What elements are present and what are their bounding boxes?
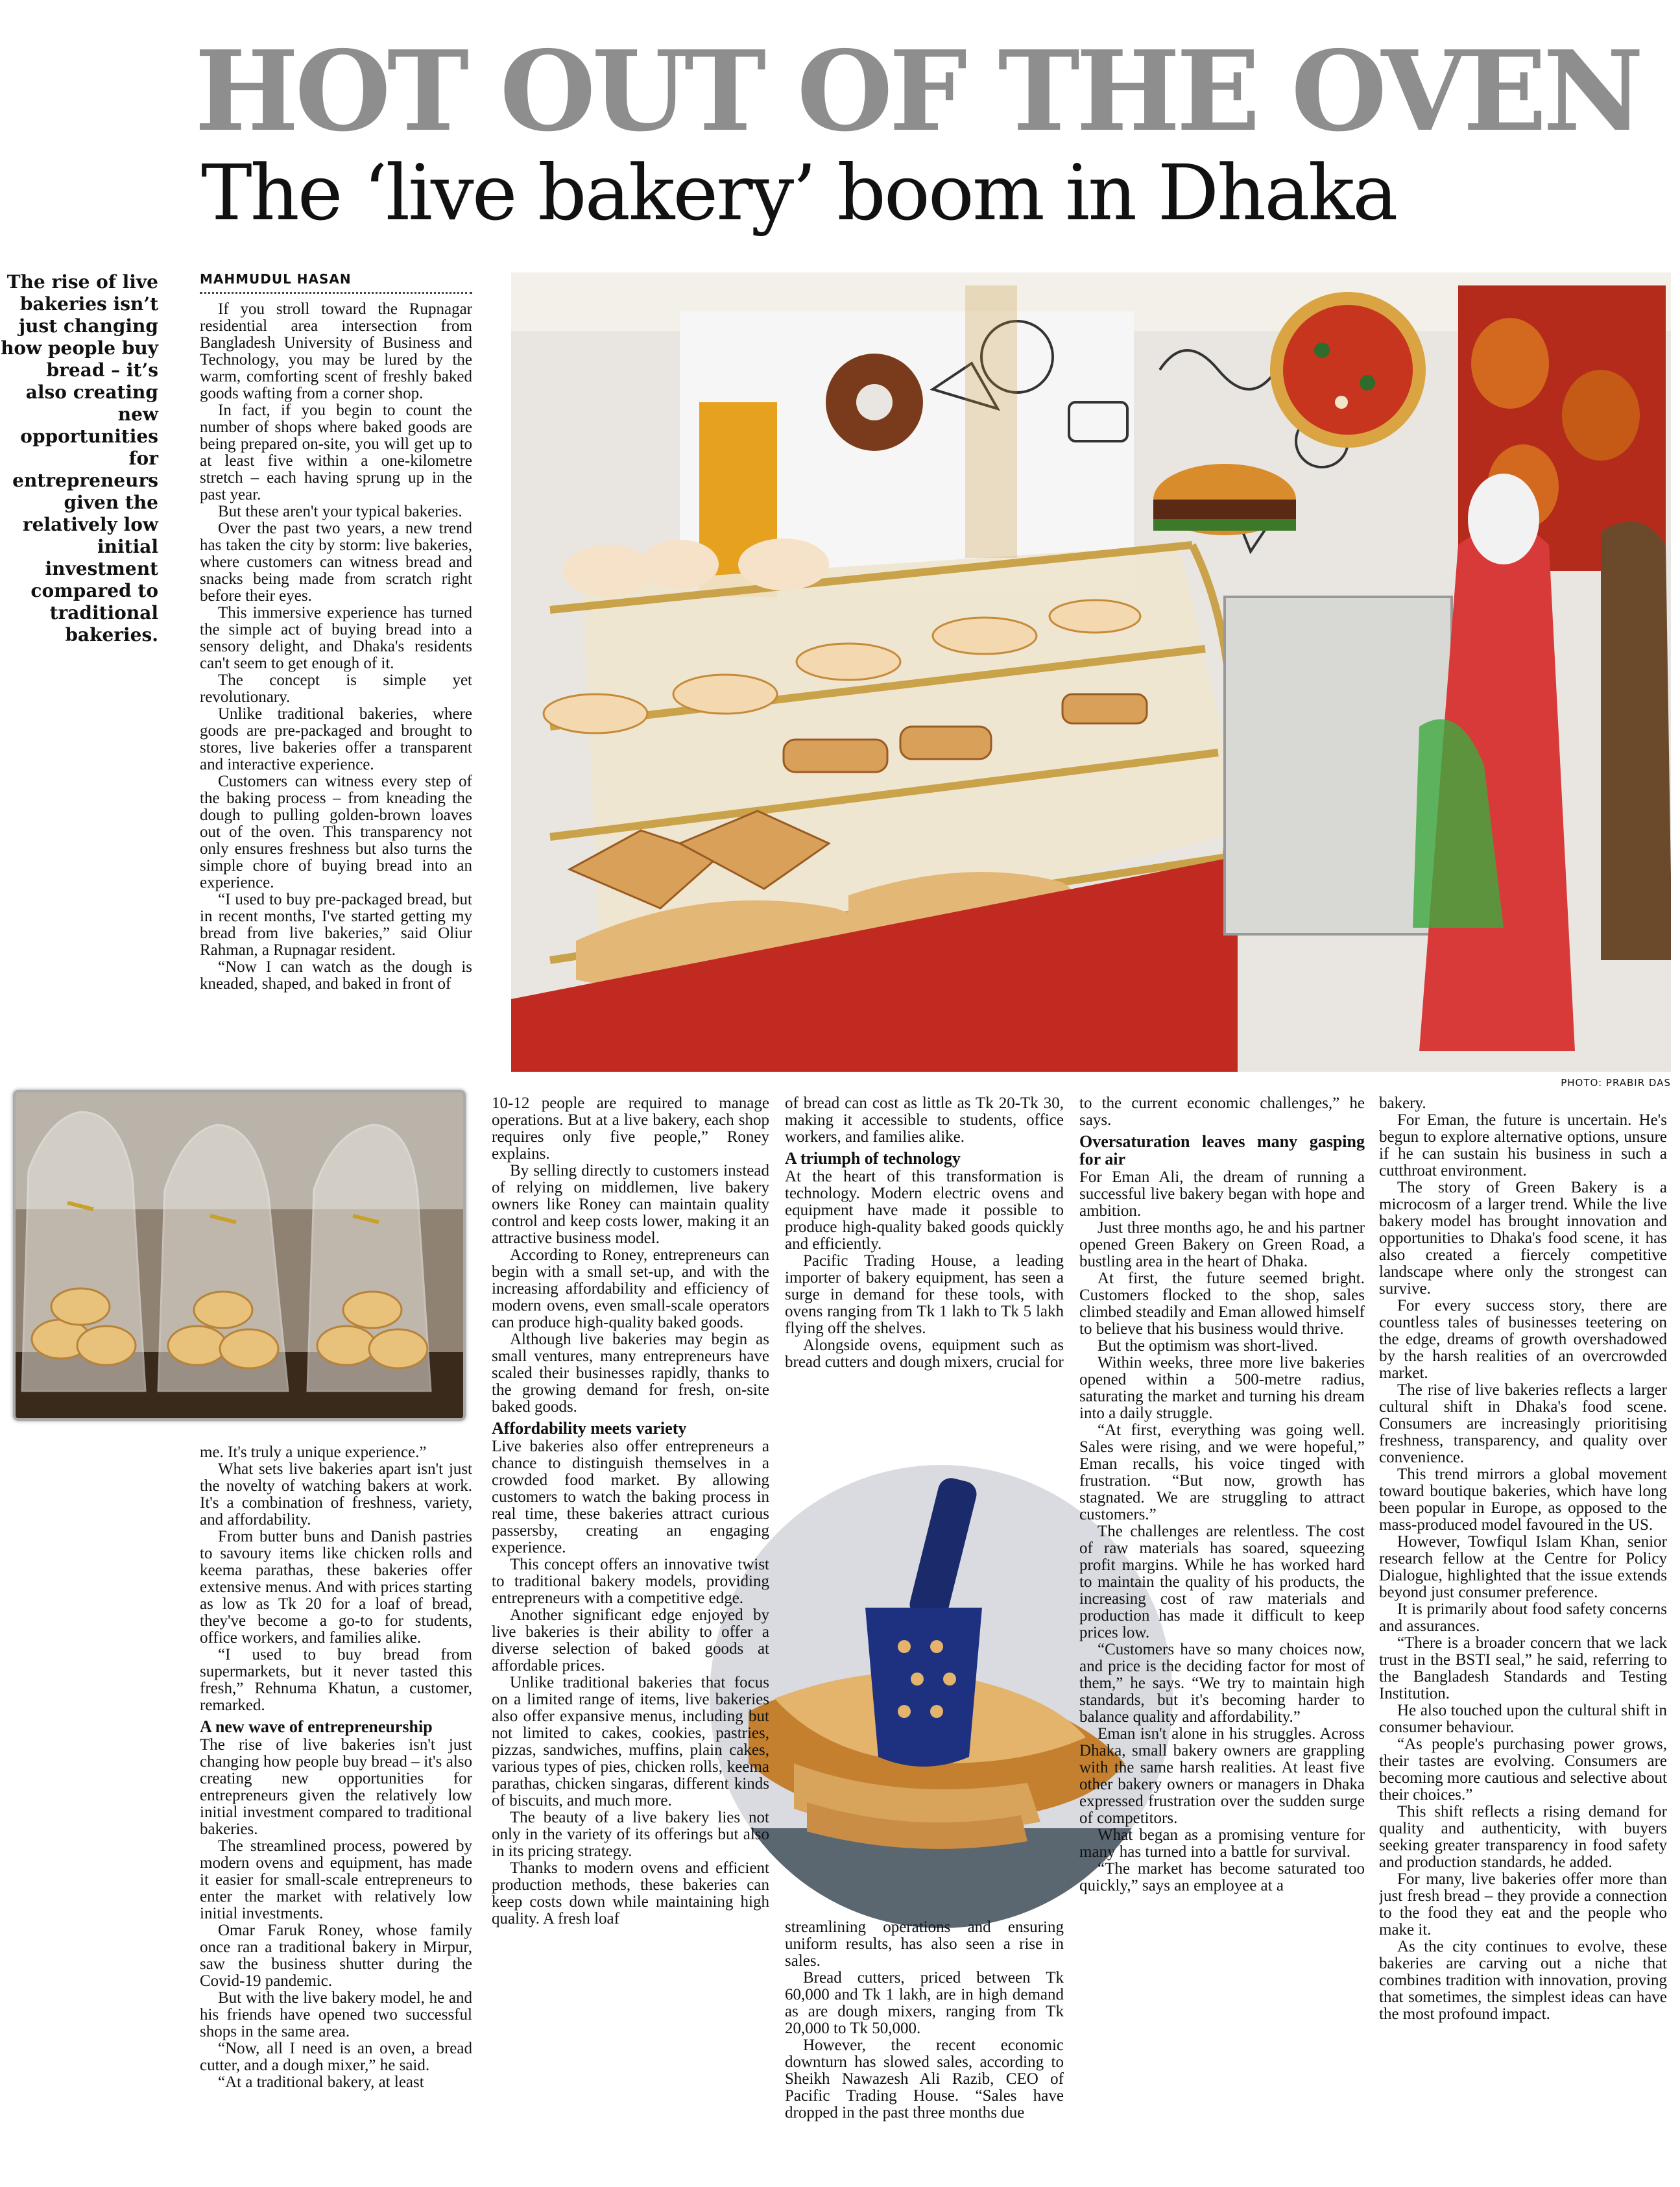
article-paragraph: What sets live bakeries apart isn't just the novelty of watching bakers at work. It's a combination of freshness, variety, and affordability. — [200, 1460, 472, 1528]
article-paragraph: Unlike traditional bakeries, where goods are pre-packaged and brought to stores, live bakeries offer a transparent and interactive experience. — [200, 705, 472, 773]
article-paragraph: The story of Green Bakery is a microcosm of a larger trend. While the live bakery model has brought innovation and opportunities to Dhaka's food scene, it has also created a fiercely competitive landscape where only the strongest can survive. — [1379, 1179, 1667, 1298]
article-paragraph: “I used to buy pre-packaged bread, but in recent months, I've started getting my bread from live bakeries,” said Oliur Rahman, a Rupnagar resident. — [200, 891, 472, 959]
article-column-1 — [200, 301, 472, 1077]
article-paragraph: The beauty of a live bakery lies not only in the variety of its offerings but also in its pricing strategy. — [492, 1809, 769, 1860]
article-paragraph: According to Roney, entrepreneurs can begin with a small set-up, and with the increasing affordability and efficiency of modern ovens, even small-scale operators can produce high-quality baked goods. — [492, 1246, 769, 1331]
article-column-3 — [785, 1095, 1064, 1401]
article-paragraph: In fact, if you begin to count the number of shops where baked goods are being prepared on-site, you will get up to at least five within a one-kilometre stretch – each having sprung up in the past year. — [200, 402, 472, 503]
section-heading: A new wave of entrepreneurship — [200, 1717, 433, 1736]
article-paragraph: But with the live bakery model, he and his friends have opened two successful shops in the same area. — [200, 1989, 472, 2040]
bagged-bread-photo — [13, 1090, 466, 1421]
article-paragraph: of bread can cost as little as Tk 20-Tk 30, making it accessible to students, office workers, and families alike. — [785, 1095, 1064, 1146]
article-paragraph: “At first, everything was going well. Sales were rising, and we were hopeful,” Eman recalls, his voice tinged with frustration. “But now, growth has stagnated. We are struggling to attract customers.” — [1079, 1421, 1365, 1523]
article-column-2 — [492, 1095, 769, 2184]
article-paragraph: By selling directly to customers instead of relying on middlemen, live bakery owners like Roney can maintain quality control and keep costs lower, making it an attractive business model. — [492, 1162, 769, 1247]
article-paragraph: me. It's truly a unique experience.” — [200, 1444, 427, 1461]
article-paragraph: Within weeks, three more live bakeries opened within a 500-metre radius, saturating the market and turning his dream into a daily struggle. — [1079, 1354, 1365, 1422]
article-paragraph: From butter buns and Danish pastries to savoury items like chicken rolls and keema parathas, these bakeries offer extensive menus. And with prices starting as low as Tk 20 for a loaf of bread, they've become a go-to for students, office workers, and families alike. — [200, 1528, 472, 1647]
article-paragraph: to the current economic challenges,” he says. — [1079, 1095, 1365, 1129]
article-paragraph: 10-12 people are required to manage operations. But at a live bakery, each shop requires only five people,” Roney explains. — [492, 1095, 769, 1163]
article-paragraph: At the heart of this transformation is technology. Modern electric ovens and equipment have made it possible to produce high-quality baked goods quickly and efficiently. — [785, 1168, 1064, 1253]
article-paragraph: Although live bakeries may begin as small ventures, many entrepreneurs have scaled their businesses rapidly, thanks to the growing demand for fresh, on-site baked goods. — [492, 1331, 769, 1416]
article-paragraph: For Eman, the future is uncertain. He's begun to explore alternative options, unsure if he can sustain his business in such a cutthroat environment. — [1379, 1111, 1667, 1179]
bakery-display-photo — [511, 272, 1671, 1072]
article-paragraph: This shift reflects a rising demand for quality and authenticity, with buyers seeking greater transparency in food safety and production standards, he added. — [1379, 1803, 1667, 1871]
article-paragraph: What began as a promising venture for many has turned into a battle for survival. — [1079, 1826, 1365, 1861]
headline: HOT OUT OF THE OVEN — [195, 27, 1640, 156]
section-heading: A triumph of technology — [785, 1149, 961, 1168]
article-paragraph: However, the recent economic downturn has slowed sales, according to Sheikh Nawazesh Ali Razib, CEO of Pacific Trading House. “Sales have dropped in the past three months due — [785, 2036, 1064, 2121]
article-paragraph: Thanks to modern ovens and efficient production methods, these bakeries can keep costs down while maintaining high quality. A fresh loaf — [492, 1859, 769, 1927]
article-paragraph: Eman isn't alone in his struggles. Across Dhaka, small bakery owners are grappling with the same harsh realities. At least five other bakery owners or managers in Dhaka expressed frustration over the sudden surge of competitors. — [1079, 1725, 1365, 1827]
article-column-1-continued — [200, 1444, 472, 2184]
article-paragraph: Omar Faruk Roney, whose family once ran a traditional bakery in Mirpur, saw the business shutter during the Covid-19 pandemic. — [200, 1922, 472, 1990]
article-paragraph: As the city continues to evolve, these bakeries are carving out a niche that combines tradition with innovation, proving that sometimes, the simplest ideas can have the most profound impact. — [1379, 1938, 1667, 2023]
article-column-4 — [1079, 1095, 1365, 2184]
photo-credit: PHOTO: PRABIR DAS — [1561, 1077, 1671, 1089]
article-paragraph: Over the past two years, a new trend has taken the city by storm: live bakeries, where customers can witness bread and snacks being made from scratch right before their eyes. — [200, 520, 472, 605]
article-paragraph: This trend mirrors a global movement toward boutique bakeries, which have long been popular in Europe, as opposed to the mass-produced model favoured in the US. — [1379, 1466, 1667, 1534]
article-paragraph: The rise of live bakeries reflects a larger cultural shift in Dhaka's food scene. Consumers are increasingly prioritising freshness, transparency, and quality over convenience. — [1379, 1381, 1667, 1466]
article-paragraph: Customers can witness every step of the baking process – from kneading the dough to pulling golden-brown loaves out of the oven. This transparency not only ensures freshness but also turns the simple chore of buying bread into an experience. — [200, 773, 472, 891]
article-paragraph: Bread cutters, priced between Tk 60,000 and Tk 1 lakh, are in high demand as are dough mixers, ranging from Tk 20,000 to Tk 50,000. — [785, 1969, 1064, 2037]
byline: MAHMUDUL HASAN — [200, 271, 352, 287]
byline-rule — [200, 292, 472, 294]
article-paragraph: However, Towfiqul Islam Khan, senior research fellow at the Centre for Policy Dialogue, highlighted that the issue extends beyond just consumer preference. — [1379, 1533, 1667, 1601]
article-paragraph: bakery. — [1379, 1095, 1426, 1112]
section-heading: Oversaturation leaves many gasping for air — [1079, 1132, 1365, 1168]
article-paragraph: For Eman Ali, the dream of running a successful live bakery began with hope and ambition. — [1079, 1168, 1365, 1220]
article-paragraph: Pacific Trading House, a leading importer of bakery equipment, has seen a surge in demand for these tools, with ovens ranging from Tk 1 lakh to Tk 5 lakh flying off the shelves. — [785, 1252, 1064, 1337]
section-heading: Affordability meets variety — [492, 1419, 687, 1438]
article-paragraph: But these aren't your typical bakeries. — [218, 503, 462, 520]
article-paragraph: “I used to buy bread from supermarkets, but it never tasted this fresh,” Rehnuma Khatun, a customer, remarked. — [200, 1646, 472, 1714]
article-paragraph: He also touched upon the cultural shift in consumer behaviour. — [1379, 1702, 1667, 1736]
article-paragraph: Alongside ovens, equipment such as bread cutters and dough mixers, crucial for — [785, 1336, 1064, 1371]
article-paragraph: Unlike traditional bakeries that focus on a limited range of items, live bakeries also offer expansive menus, including but not limited to cakes, cookies, pastries, pizzas, sandwiches, muffins, plain cakes, various types of pies, chicken rolls, keema parathas, chicken singaras, different kinds of biscuits, and much more. — [492, 1674, 769, 1809]
article-paragraph: The streamlined process, powered by modern ovens and equipment, has made it easier for small-scale entrepreneurs to enter the market with relatively low initial investments. — [200, 1837, 472, 1922]
article-paragraph: “Customers have so many choices now, and price is the deciding factor for most of them,” he says. “We try to maintain high standards, but it's becoming harder to balance quality and affordability.” — [1079, 1641, 1365, 1726]
article-paragraph: “As people's purchasing power grows, their tastes are evolving. Consumers are becoming more cautious and selective about their choices.” — [1379, 1735, 1667, 1804]
article-paragraph: The concept is simple yet revolutionary. — [200, 671, 472, 706]
article-paragraph: For many, live bakeries offer more than just fresh bread – they provide a connection to the food they eat and the people who make it. — [1379, 1870, 1667, 1939]
article-column-3-continued — [785, 1919, 1064, 2184]
article-paragraph: The rise of live bakeries isn't just changing how people buy bread – it's also creating new opportunities for entrepreneurs given the relatively low initial investment compared to traditional bakeries. — [200, 1736, 472, 1838]
article-paragraph: It is primarily about food safety concerns and assurances. — [1379, 1601, 1667, 1635]
subheadline: The ‘live bakery’ boom in Dhaka — [201, 148, 1397, 237]
article-paragraph: But the optimism was short-lived. — [1098, 1337, 1318, 1355]
article-paragraph: Live bakeries also offer entrepreneurs a chance to distinguish themselves in a crowded food market. By allowing customers to watch the baking process in real time, these bakeries attract curious passersby, creating an engaging experience. — [492, 1438, 769, 1556]
article-paragraph: This immersive experience has turned the simple act of buying bread into a sensory delight, and Dhaka's residents can't seem to get enough of it. — [200, 604, 472, 672]
article-paragraph: For every success story, there are countless tales of businesses teetering on the edge, dreams of growth overshadowed by the harsh realities of an overcrowded market. — [1379, 1297, 1667, 1382]
article-paragraph: “Now I can watch as the dough is kneaded, shaped, and baked in front of — [200, 958, 472, 993]
article-paragraph: “At a traditional bakery, at least — [218, 2073, 424, 2091]
article-paragraph: “Now, all I need is an oven, a bread cutter, and a dough mixer,” he said. — [200, 2040, 472, 2074]
article-paragraph: Just three months ago, he and his partner opened Green Bakery on Green Road, a bustling area in the heart of Dhaka. — [1079, 1219, 1365, 1270]
article-paragraph: Another significant edge enjoyed by live bakeries is their ability to offer a diverse selection of baked goods at affordable prices. — [492, 1606, 769, 1674]
article-paragraph: At first, the future seemed bright. Customers flocked to the shop, sales climbed steadily and Eman allowed himself to believe that his business would thrive. — [1079, 1270, 1365, 1338]
article-paragraph: This concept offers an innovative twist to traditional bakery models, providing entrepreneurs with a competitive edge. — [492, 1556, 769, 1607]
article-column-5 — [1379, 1095, 1667, 2184]
article-paragraph: If you stroll toward the Rupnagar residential area intersection from Bangladesh University of Business and Technology, you may be lured by the warm, comforting scent of freshly baked goods wafting from a corner shop. — [200, 301, 472, 402]
article-paragraph: “There is a broader concern that we lack trust in the BSTI seal,” he said, referring to the Bangladesh Standards and Testing Institution. — [1379, 1634, 1667, 1702]
article-paragraph: streamlining operations and ensuring uniform results, has also seen a rise in sales. — [785, 1919, 1064, 1970]
article-paragraph: “The market has become saturated too quickly,” says an employee at a — [1079, 1860, 1365, 1894]
standfirst: The rise of live bakeries isn’t just changing how people buy bread – it’s also creating new opportunities for entrepreneurs given the relatively low initial investment compared to traditional bakeries. — [1, 271, 158, 646]
article-paragraph: The challenges are relentless. The cost of raw materials has soared, squeezing profit margins. While he has worked hard to maintain the quality of his products, the increasing cost of raw materials and production has made it difficult to keep prices low. — [1079, 1523, 1365, 1641]
